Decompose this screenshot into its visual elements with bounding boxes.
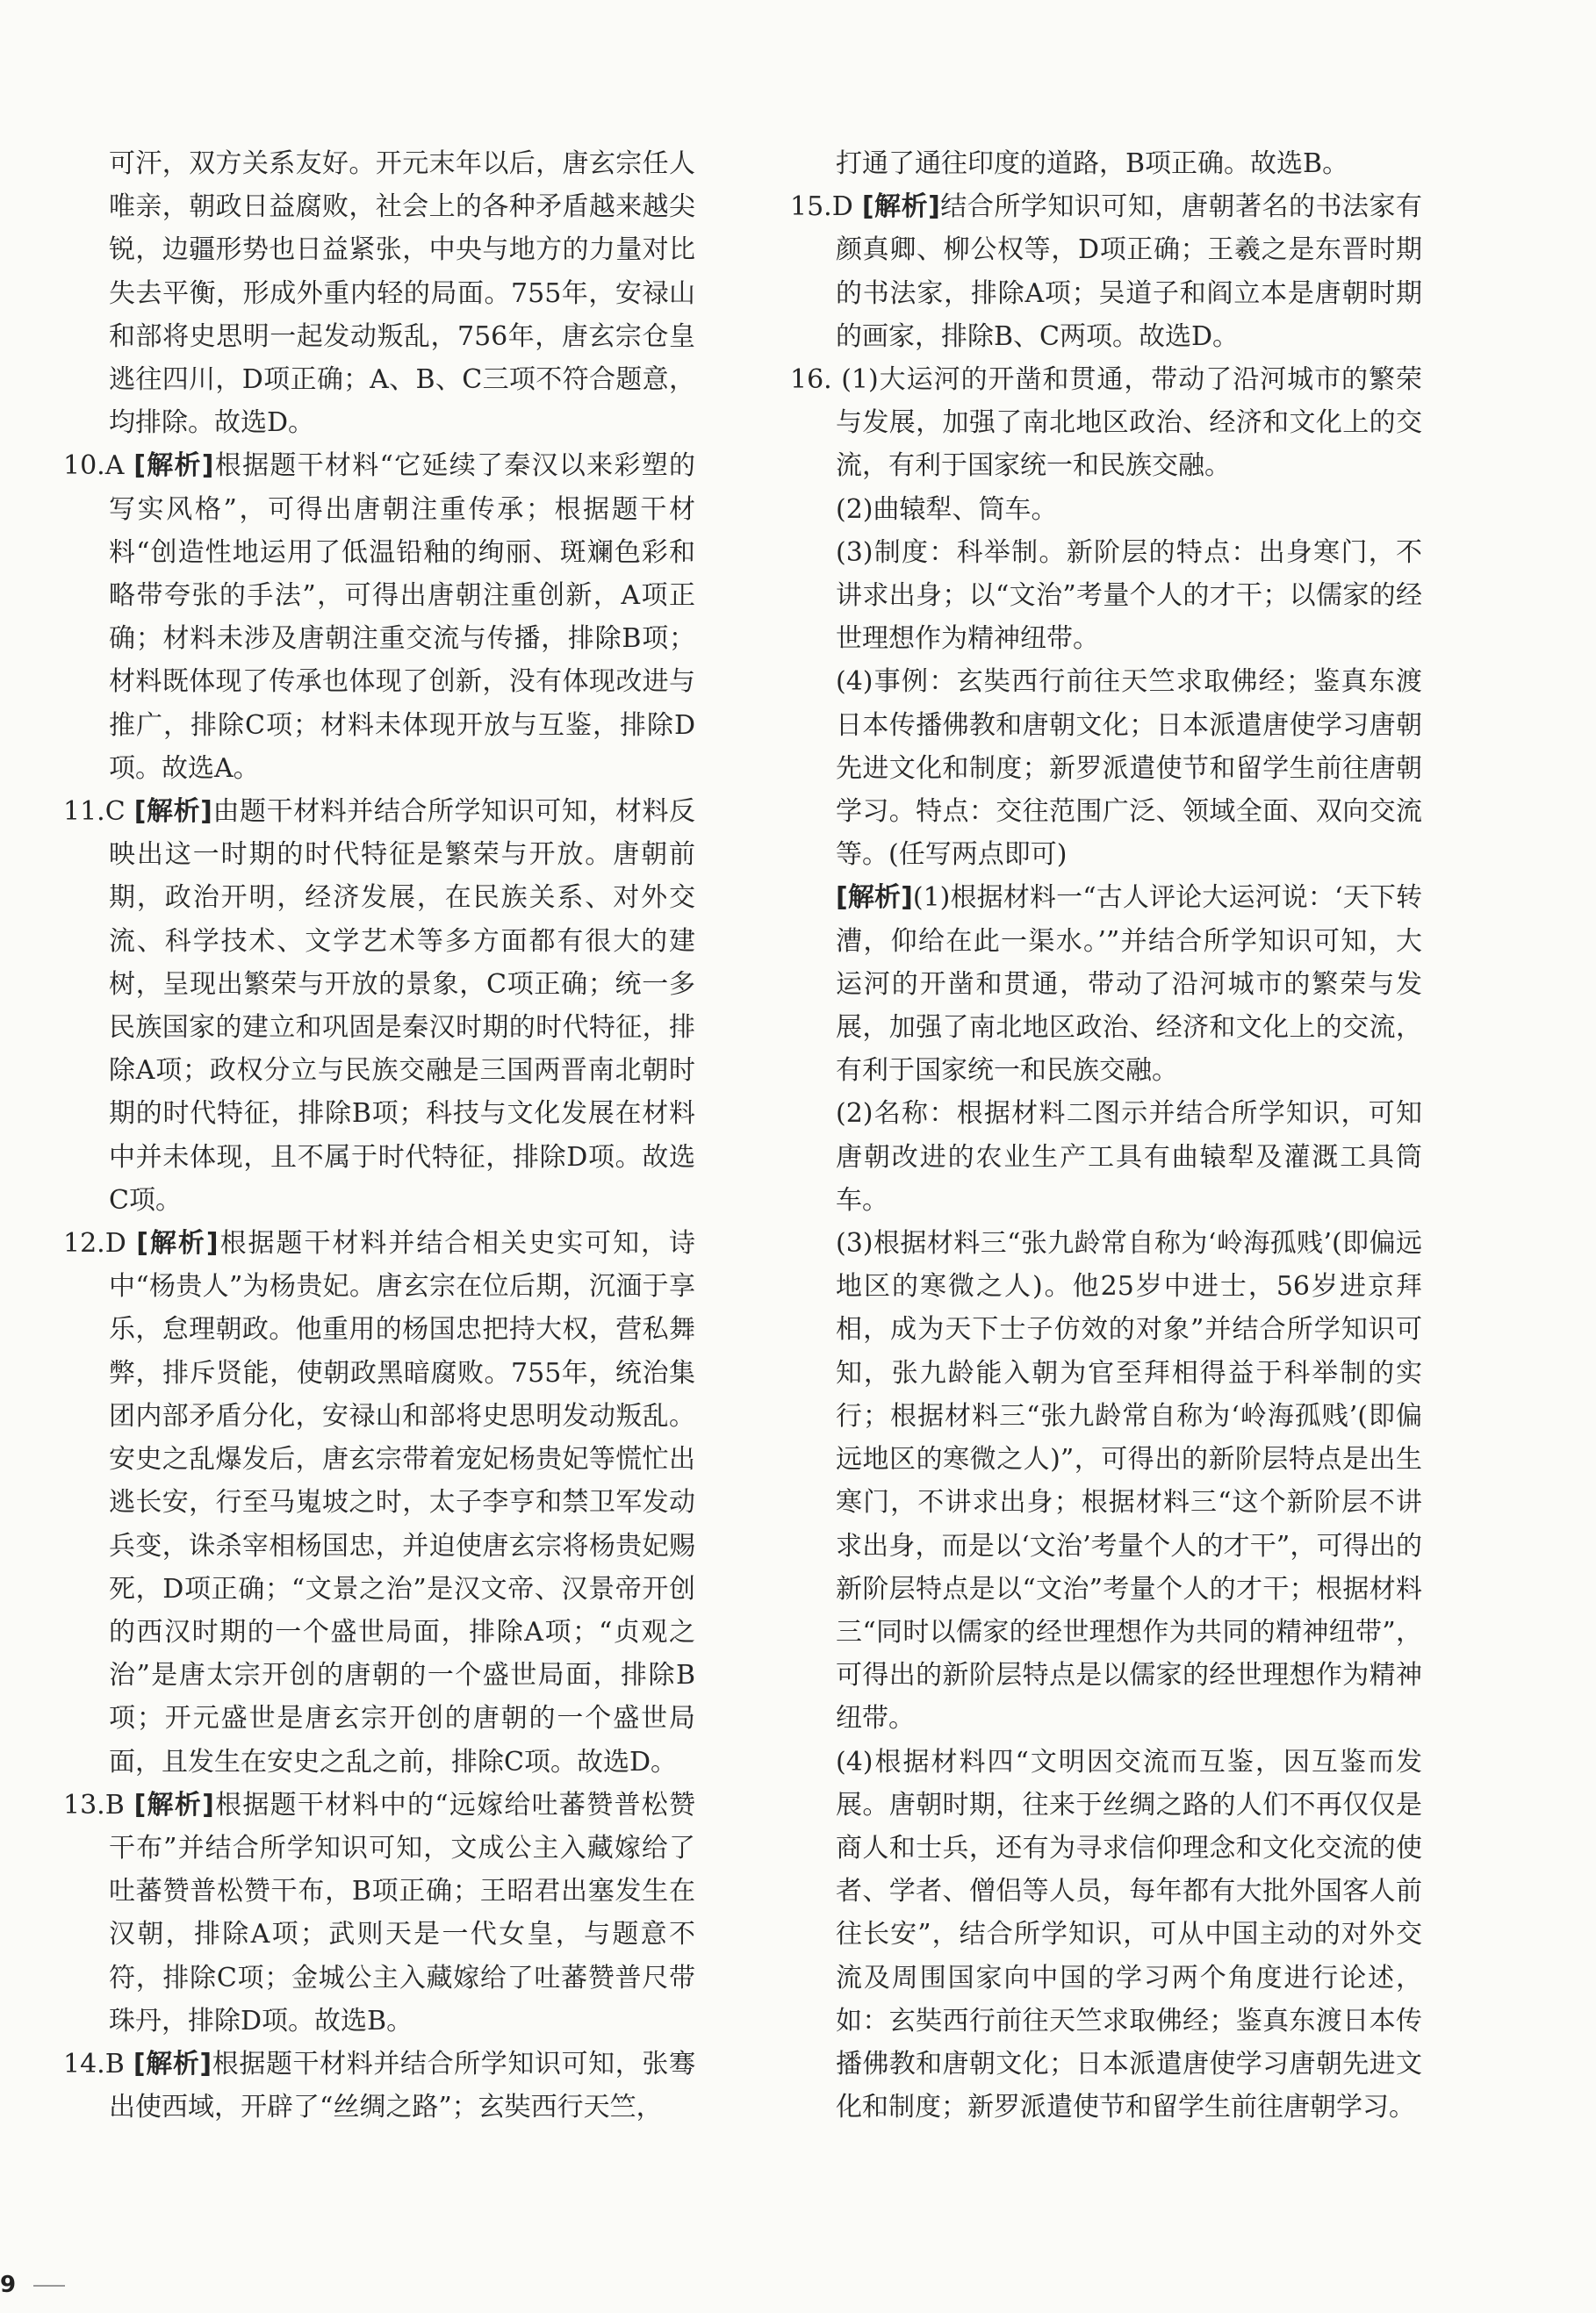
answer-paragraph <box>790 1741 1422 2130</box>
right-column <box>790 142 1422 2129</box>
answer-paragraph <box>63 142 695 444</box>
analysis-tag: [解析] <box>861 191 940 223</box>
analysis-tag: [解析] <box>133 1789 214 1821</box>
page-number: 9 <box>0 2272 17 2298</box>
paragraph-text: (4)事例：玄奘西行前往天竺求取佛经；鉴真东渡日本传播佛教和唐朝文化；日本派遣唐使学习唐朝先进文化和制度；新罗派遣使节和留学生前往唐朝学习。特点：交往范围广泛、领域全面、双向交流等。(任写两点即可) <box>836 666 1422 871</box>
paragraph-text: (4)根据材料四“文明因交流而互鉴，因互鉴而发展。唐朝时期，往来于丝绸之路的人们不再仅仅是商人和士兵，还有为寻求信仰理念和文化交流的使者、学者、僧侣等人员，每年都有大批外国客人前往长安”，结合所学知识，可从中国主动的对外交流及周围国家向中国的学习两个角度进行论述，如：玄奘西行前往天竺求取佛经；鉴真东渡日本传播佛教和唐朝文化；日本派遣唐使学习唐朝先进文化和制度；新罗派遣使节和留学生前往唐朝学习。 <box>836 1746 1422 2123</box>
paragraph-text: 根据题干材料并结合所学知识可知，张骞出使西域，开辟了“丝绸之路”；玄奘西行天竺， <box>109 2048 695 2123</box>
answer-item <box>63 444 695 790</box>
paragraph-text: (1)大运河的开凿和贯通，带动了沿河城市的繁荣与发展，加强了南北地区政治、经济和文化上的交流，有利于国家统一和民族交融。 <box>836 364 1422 482</box>
paragraph-text: (3)制度：科举制。新阶层的特点：出身寒门，不讲求出身；以“文治”考量个人的才干；以儒家的经世理想作为精神纽带。 <box>836 536 1422 655</box>
analysis-tag: [解析] <box>836 882 913 914</box>
paragraph-text: (3)根据材料三“张九龄常自称为‘岭海孤贱’(即偏远地区的寒微之人)。他25岁中进士，56岁进京拜相，成为天下士子仿效的对象”并结合所学知识可知，张九龄能入朝为官至拜相得益于科举制的实行；根据材料三“张九龄常自称为‘岭海孤贱’(即偏远地区的寒微之人)”，可得出的新阶层特点是出生寒门，不讲求出身；根据材料三“这个新阶层不讲求出身，而是以‘文治’考量个人的才干”，可得出的新阶层特点是以“文治”考量个人的才干；根据材料三“同时以儒家的经世理想作为共同的精神纽带”，可得出的新阶层特点是以儒家的经世理想作为精神纽带。 <box>836 1228 1422 1735</box>
paragraph-text: 打通了通往印度的道路，B项正确。故选B。 <box>836 148 1349 179</box>
answer-item <box>63 2043 695 2129</box>
item-number: 12.D <box>63 1228 126 1260</box>
paragraph-text: 由题干材料并结合所学知识可知，材料反映出这一时期的时代特征是繁荣与开放。唐朝前期，政治开明，经济发展，在民族关系、对外交流、科学技术、文学艺术等多方面都有很大的建树，呈现出繁荣与开放的景象，C项正确；统一多民族国家的建立和巩固是秦汉时期的时代特征，排除A项；政权分立与民族交融是三国两晋南北朝时期的时代特征，排除B项；科技与文化发展在材料中并未体现，且不属于时代特征，排除D项。故选C项。 <box>109 796 696 1216</box>
answer-item <box>63 1784 695 2043</box>
answer-paragraph <box>790 876 1422 1092</box>
item-number: 13.B <box>63 1789 125 1821</box>
item-number: 11.C <box>63 796 126 828</box>
footer-rule <box>33 2285 65 2287</box>
answer-item <box>790 185 1422 358</box>
item-number: 16. <box>790 364 832 396</box>
item-number: 10.A <box>63 450 125 482</box>
paragraph-text: 根据题干材料“它延续了秦汉以来彩塑的写实风格”，可得出唐朝注重传承；根据题干材料“创造性地运用了低温铅釉的绚丽、斑斓色彩和略带夸张的手法”，可得出唐朝注重创新，A项正确；材料未涉及唐朝注重交流与传播，排除B项；材料既体现了传承也体现了创新，没有体现改进与推广，排除C项；材料未体现开放与互鉴，排除D项。故选A。 <box>109 450 696 784</box>
analysis-tag: [解析] <box>133 2048 212 2080</box>
paragraph-text: (2)名称：根据材料二图示并结合所学知识，可知唐朝改进的农业生产工具有曲辕犁及灌溉工具筒车。 <box>836 1098 1422 1216</box>
answer-item <box>63 1222 695 1784</box>
paragraph-text: 根据题干材料中的“远嫁给吐蕃赞普松赞干布”并结合所学知识可知，文成公主入藏嫁给了吐蕃赞普松赞干布，B项正确；王昭君出塞发生在汉朝，排除A项；武则天是一代女皇，与题意不符，排除C项；金城公主入藏嫁给了吐蕃赞普尺带珠丹，排除D项。故选B。 <box>109 1789 695 2036</box>
analysis-tag: [解析] <box>133 796 212 828</box>
answer-paragraph <box>790 1092 1422 1222</box>
answer-paragraph <box>790 531 1422 661</box>
paragraph-text: 结合所学知识可知，唐朝著名的书法家有颜真卿、柳公权等，D项正确；王羲之是东晋时期的书法家，排除A项；吴道子和阎立本是唐朝时期的画家，排除B、C两项。故选D。 <box>836 191 1423 352</box>
item-number: 14.B <box>63 2048 125 2080</box>
paragraph-text: 可汗，双方关系友好。开元末年以后，唐玄宗任人唯亲，朝政日益腐败，社会上的各种矛盾越来越尖锐，边疆形势也日益紧张，中央与地方的力量对比失去平衡，形成外重内轻的局面。755年，安禄山和部将史思明一起发动叛乱，756年，唐玄宗仓皇逃往四川，D项正确；A、B、C三项不符合题意，均排除。故选D。 <box>109 148 695 439</box>
left-column <box>63 142 695 2129</box>
answer-paragraph <box>790 142 1422 185</box>
paragraph-text: 根据题干材料并结合相关史实可知，诗中“杨贵人”为杨贵妃。唐玄宗在位后期，沉湎于享乐，怠理朝政。他重用的杨国忠把持大权，营私舞弊，排斥贤能，使朝政黑暗腐败。755年，统治集团内部矛盾分化，安禄山和部将史思明发动叛乱。安史之乱爆发后，唐玄宗带着宠妃杨贵妃等慌忙出逃长安，行至马嵬坡之时，太子李亨和禁卫军发动兵变，诛杀宰相杨国忠，并迫使唐玄宗将杨贵妃赐死，D项正确；“文景之治”是汉文帝、汉景帝开创的西汉时期的一个盛世局面，排除A项；“贞观之治”是唐太宗开创的唐朝的一个盛世局面，排除B项；开元盛世是唐玄宗开创的唐朝的一个盛世局面，且发生在安史之乱之前，排除C项。故选D。 <box>109 1228 696 1778</box>
answer-item <box>790 358 1422 488</box>
answer-paragraph <box>790 1222 1422 1740</box>
answer-paragraph <box>790 488 1422 531</box>
paragraph-text: (2)曲辕犁、筒车。 <box>836 493 1058 525</box>
analysis-tag: [解析] <box>133 450 214 482</box>
item-number: 15.D <box>790 191 853 223</box>
analysis-tag: [解析] <box>136 1228 219 1260</box>
answer-item <box>63 790 695 1222</box>
paragraph-text: (1)根据材料一“古人评论大运河说：‘天下转漕，仰给在此一渠水。’”并结合所学知识可知，大运河的开凿和贯通，带动了沿河城市的繁荣与发展，加强了南北地区政治、经济和文化上的交流，有利于国家统一和民族交融。 <box>836 882 1422 1087</box>
answer-paragraph <box>790 660 1422 876</box>
